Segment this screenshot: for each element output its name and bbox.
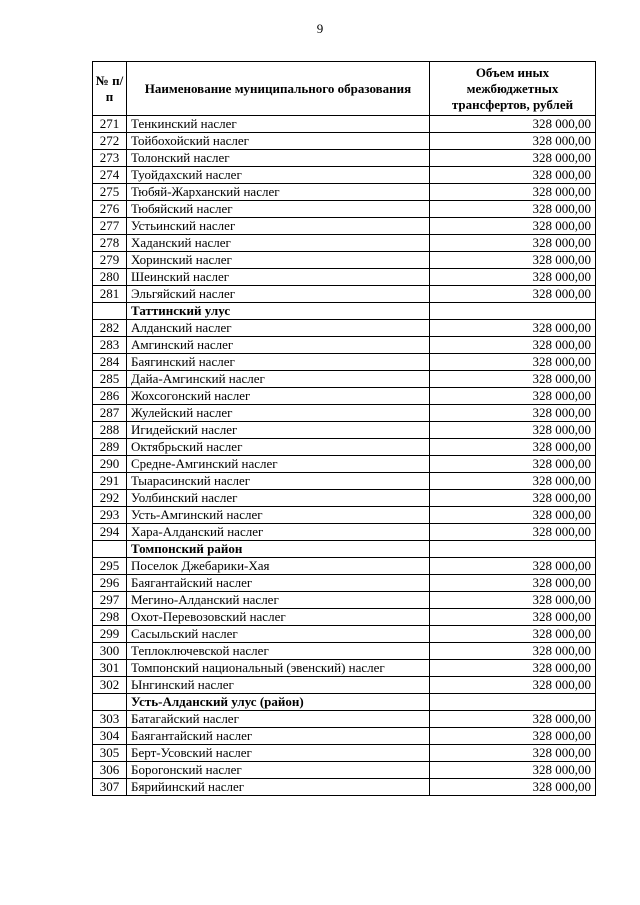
table-row — [93, 354, 596, 371]
transfer-amount-cell: 328 000,00 — [430, 252, 596, 269]
table-body — [93, 116, 596, 796]
municipality-name-cell: Тенкинский наслег — [127, 116, 430, 133]
transfer-amount-cell: 328 000,00 — [430, 677, 596, 694]
table-row — [93, 609, 596, 626]
table-row — [93, 150, 596, 167]
table-row — [93, 745, 596, 762]
table-row — [93, 575, 596, 592]
transfer-amount-cell: 328 000,00 — [430, 575, 596, 592]
table-row — [93, 201, 596, 218]
transfers-table — [92, 61, 596, 796]
page-number: 9 — [316, 21, 324, 36]
municipality-name-cell: Баягинский наслег — [127, 354, 430, 371]
row-number-cell: 276 — [93, 201, 127, 218]
row-number-cell: 300 — [93, 643, 127, 660]
transfer-amount-cell — [430, 303, 596, 320]
table-section-row — [93, 541, 596, 558]
section-title-cell: Таттинский улус — [127, 303, 430, 320]
municipality-name-cell: Хоринский наслег — [127, 252, 430, 269]
table-row — [93, 490, 596, 507]
municipality-name-cell: Усть-Амгинский наслег — [127, 507, 430, 524]
municipality-name-cell: Средне-Амгинский наслег — [127, 456, 430, 473]
municipality-name-cell: Теплоключевской наслег — [127, 643, 430, 660]
transfer-amount-cell: 328 000,00 — [430, 643, 596, 660]
transfer-amount-cell: 328 000,00 — [430, 422, 596, 439]
municipality-name-cell: Устьинский наслег — [127, 218, 430, 235]
transfer-amount-cell: 328 000,00 — [430, 779, 596, 796]
municipality-name-cell: Хаданский наслег — [127, 235, 430, 252]
municipality-name-cell: Борогонский наслег — [127, 762, 430, 779]
transfer-amount-cell: 328 000,00 — [430, 116, 596, 133]
transfer-amount-cell: 328 000,00 — [430, 728, 596, 745]
table-row — [93, 286, 596, 303]
table-row — [93, 405, 596, 422]
row-number-cell: 278 — [93, 235, 127, 252]
row-number-cell: 281 — [93, 286, 127, 303]
transfer-amount-cell: 328 000,00 — [430, 167, 596, 184]
municipality-name-cell: Охот-Перевозовский наслег — [127, 609, 430, 626]
municipality-name-cell: Баягантайский наслег — [127, 728, 430, 745]
municipality-name-cell: Игидейский наслег — [127, 422, 430, 439]
table-row — [93, 779, 596, 796]
transfer-amount-cell: 328 000,00 — [430, 711, 596, 728]
table-row — [93, 439, 596, 456]
municipality-name-cell: Баягантайский наслег — [127, 575, 430, 592]
row-number-cell: 296 — [93, 575, 127, 592]
municipality-name-cell: Толонский наслег — [127, 150, 430, 167]
transfer-amount-cell: 328 000,00 — [430, 354, 596, 371]
municipality-name-cell: Хара-Алданский наслег — [127, 524, 430, 541]
row-number-cell: 289 — [93, 439, 127, 456]
table-row — [93, 218, 596, 235]
municipality-name-cell: Томпонский национальный (эвенский) наслег — [127, 660, 430, 677]
row-number-cell: 273 — [93, 150, 127, 167]
table-row — [93, 184, 596, 201]
section-title-cell: Усть-Алданский улус (район) — [127, 694, 430, 711]
municipality-name-cell: Бярийинский наслег — [127, 779, 430, 796]
transfer-amount-cell: 328 000,00 — [430, 592, 596, 609]
table-row — [93, 473, 596, 490]
transfer-amount-cell: 328 000,00 — [430, 660, 596, 677]
transfer-amount-cell: 328 000,00 — [430, 490, 596, 507]
row-number-cell: 303 — [93, 711, 127, 728]
row-number-cell: 285 — [93, 371, 127, 388]
table-row — [93, 456, 596, 473]
transfer-amount-cell: 328 000,00 — [430, 762, 596, 779]
table-row — [93, 592, 596, 609]
municipality-name-cell: Тюбяй-Жарханский наслег — [127, 184, 430, 201]
municipality-name-cell: Жулейский наслег — [127, 405, 430, 422]
table-row — [93, 371, 596, 388]
transfer-amount-cell: 328 000,00 — [430, 235, 596, 252]
municipality-name-cell: Тюбяйский наслег — [127, 201, 430, 218]
table-row — [93, 235, 596, 252]
transfer-amount-cell: 328 000,00 — [430, 473, 596, 490]
transfer-amount-cell: 328 000,00 — [430, 745, 596, 762]
transfer-amount-cell — [430, 694, 596, 711]
transfer-amount-cell: 328 000,00 — [430, 626, 596, 643]
table-row — [93, 269, 596, 286]
table-section-row — [93, 303, 596, 320]
row-number-cell: 292 — [93, 490, 127, 507]
transfer-amount-cell: 328 000,00 — [430, 558, 596, 575]
table-row — [93, 252, 596, 269]
row-number-cell: 295 — [93, 558, 127, 575]
municipality-name-cell: Тыарасинский наслег — [127, 473, 430, 490]
row-number-cell: 290 — [93, 456, 127, 473]
row-number-cell: 307 — [93, 779, 127, 796]
transfer-amount-cell: 328 000,00 — [430, 133, 596, 150]
transfer-amount-cell — [430, 541, 596, 558]
table-row — [93, 116, 596, 133]
municipality-name-cell: Батагайский наслег — [127, 711, 430, 728]
row-number-cell: 277 — [93, 218, 127, 235]
row-number-cell — [93, 303, 127, 320]
row-number-cell: 291 — [93, 473, 127, 490]
transfer-amount-cell: 328 000,00 — [430, 456, 596, 473]
transfer-amount-cell: 328 000,00 — [430, 269, 596, 286]
row-number-cell: 297 — [93, 592, 127, 609]
table-row — [93, 677, 596, 694]
row-number-cell: 283 — [93, 337, 127, 354]
transfer-amount-cell: 328 000,00 — [430, 524, 596, 541]
transfer-amount-cell: 328 000,00 — [430, 337, 596, 354]
municipality-name-cell: Амгинский наслег — [127, 337, 430, 354]
row-number-cell: 306 — [93, 762, 127, 779]
row-number-cell: 288 — [93, 422, 127, 439]
transfer-amount-cell: 328 000,00 — [430, 371, 596, 388]
row-number-cell — [93, 541, 127, 558]
row-number-cell: 298 — [93, 609, 127, 626]
table-row — [93, 422, 596, 439]
transfer-amount-cell: 328 000,00 — [430, 405, 596, 422]
row-number-cell — [93, 694, 127, 711]
transfer-amount-cell: 328 000,00 — [430, 439, 596, 456]
table-row — [93, 558, 596, 575]
table-row — [93, 524, 596, 541]
table-row — [93, 337, 596, 354]
section-title-cell: Томпонский район — [127, 541, 430, 558]
transfer-amount-cell: 328 000,00 — [430, 320, 596, 337]
table-row — [93, 388, 596, 405]
municipality-name-cell: Тойбохойский наслег — [127, 133, 430, 150]
municipality-name-cell: Мегино-Алданский наслег — [127, 592, 430, 609]
row-number-cell: 305 — [93, 745, 127, 762]
transfer-amount-cell: 328 000,00 — [430, 286, 596, 303]
row-number-cell: 275 — [93, 184, 127, 201]
transfer-amount-cell: 328 000,00 — [430, 388, 596, 405]
row-number-cell: 271 — [93, 116, 127, 133]
row-number-cell: 299 — [93, 626, 127, 643]
table-row — [93, 133, 596, 150]
municipality-name-cell: Сасыльский наслег — [127, 626, 430, 643]
table-row — [93, 626, 596, 643]
table-row — [93, 320, 596, 337]
municipality-name-cell: Поселок Джебарики-Хая — [127, 558, 430, 575]
row-number-cell: 301 — [93, 660, 127, 677]
row-number-cell: 304 — [93, 728, 127, 745]
row-number-cell: 293 — [93, 507, 127, 524]
transfer-amount-cell: 328 000,00 — [430, 609, 596, 626]
row-number-cell: 274 — [93, 167, 127, 184]
row-number-cell: 280 — [93, 269, 127, 286]
table-row — [93, 507, 596, 524]
transfer-amount-cell: 328 000,00 — [430, 201, 596, 218]
table-header-row — [93, 62, 596, 116]
row-number-cell: 284 — [93, 354, 127, 371]
transfer-amount-cell: 328 000,00 — [430, 218, 596, 235]
municipality-name-cell: Ынгинский наслег — [127, 677, 430, 694]
municipality-name-cell: Шеинский наслег — [127, 269, 430, 286]
header-transfer-amount: Объем иных межбюджетных трансфертов, рублей — [430, 62, 596, 116]
municipality-name-cell: Берт-Усовский наслег — [127, 745, 430, 762]
municipality-name-cell: Октябрьский наслег — [127, 439, 430, 456]
row-number-cell: 287 — [93, 405, 127, 422]
municipality-name-cell: Туойдахский наслег — [127, 167, 430, 184]
municipality-name-cell: Алданский наслег — [127, 320, 430, 337]
municipality-name-cell: Эльгяйский наслег — [127, 286, 430, 303]
row-number-cell: 286 — [93, 388, 127, 405]
row-number-cell: 294 — [93, 524, 127, 541]
municipality-name-cell: Дайа-Амгинский наслег — [127, 371, 430, 388]
row-number-cell: 279 — [93, 252, 127, 269]
row-number-cell: 302 — [93, 677, 127, 694]
transfer-amount-cell: 328 000,00 — [430, 507, 596, 524]
municipality-name-cell: Жохсогонский наслег — [127, 388, 430, 405]
municipality-name-cell: Уолбинский наслег — [127, 490, 430, 507]
table-row — [93, 762, 596, 779]
transfer-amount-cell: 328 000,00 — [430, 184, 596, 201]
transfer-amount-cell: 328 000,00 — [430, 150, 596, 167]
header-number: № п/п — [93, 62, 127, 116]
table-row — [93, 711, 596, 728]
table-row — [93, 728, 596, 745]
row-number-cell: 282 — [93, 320, 127, 337]
table-row — [93, 660, 596, 677]
table-row — [93, 167, 596, 184]
header-municipality-name: Наименование муниципального образования — [127, 62, 430, 116]
table-section-row — [93, 694, 596, 711]
row-number-cell: 272 — [93, 133, 127, 150]
table-row — [93, 643, 596, 660]
